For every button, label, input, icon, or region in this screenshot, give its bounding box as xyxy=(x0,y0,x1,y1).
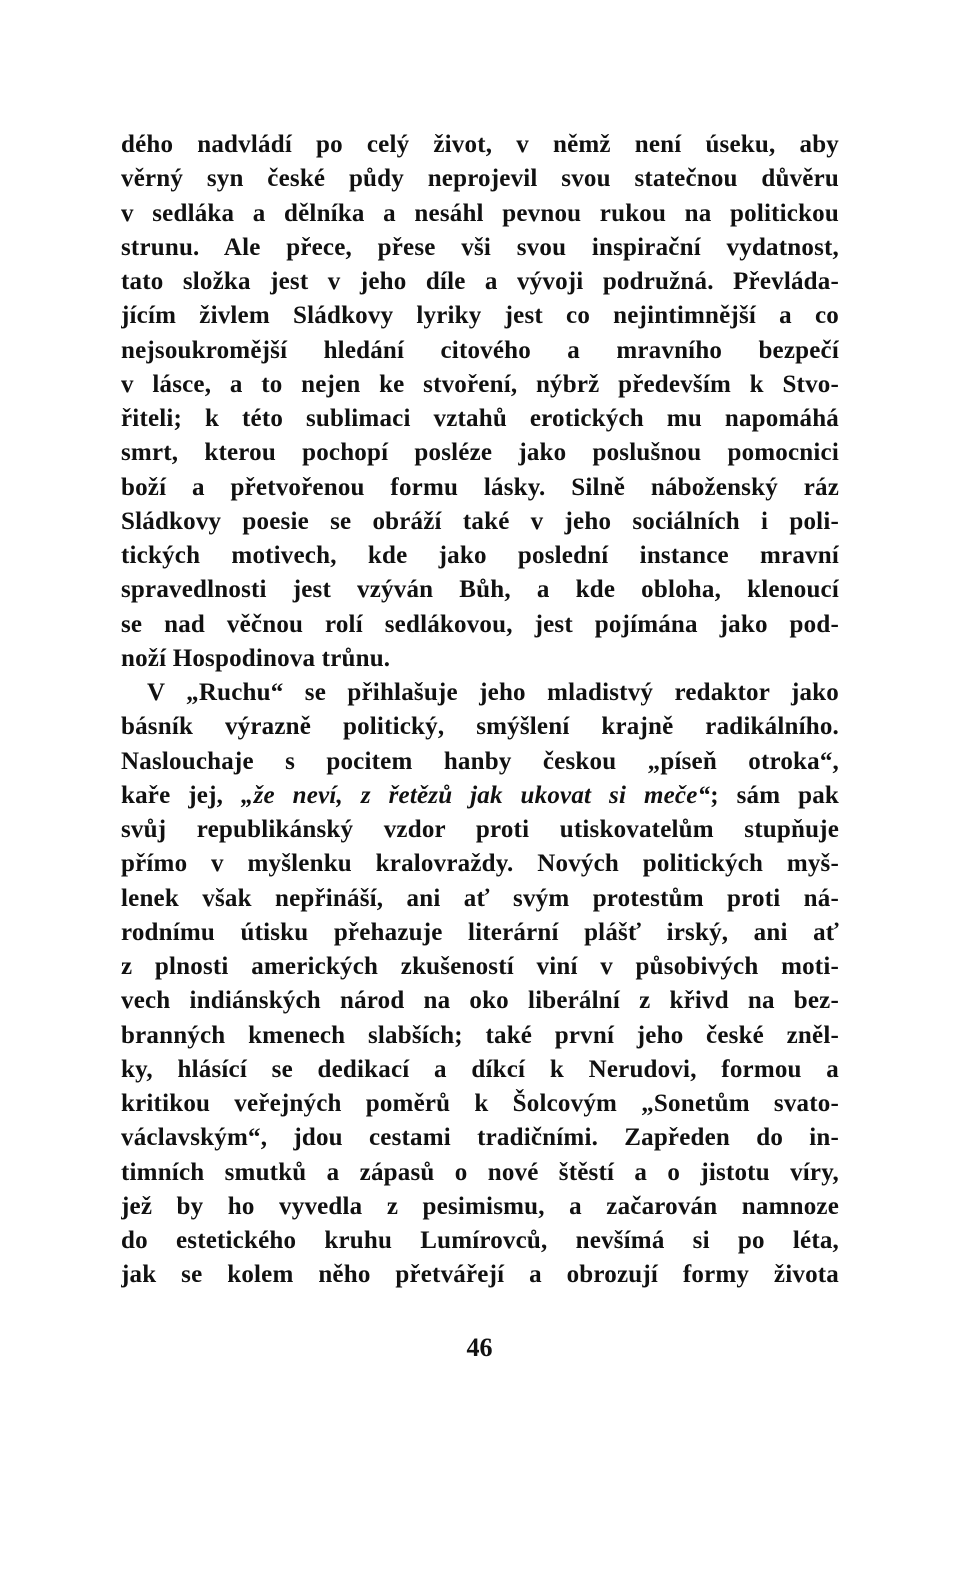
text-line: jež by ho vyvedla z pesimismu, a začarován namnoze xyxy=(121,1192,839,1220)
text-line: jak se kolem něho přetvářejí a obrozují formy života xyxy=(121,1261,839,1289)
text-line: kritikou veřejných poměrů k Šolcovým „Sonetům svato- xyxy=(121,1090,839,1117)
text-line: branných kmenech slabších; také první jeho české zněl- xyxy=(121,1021,839,1049)
text-line: Naslouchaje s pocitem hanby českou „píseň otroka“, xyxy=(121,747,839,775)
text-line: v lásce, a to nejen ke stvoření, nýbrž především k Stvo- xyxy=(121,370,839,398)
text-line: rodnímu útisku přehazuje literární plášť irský, ani ať xyxy=(121,918,839,946)
quote-trail-text: ; sám pak xyxy=(710,781,839,809)
text-line: v sedláka a dělníka a nesáhl pevnou rukou na politickou xyxy=(121,199,839,227)
text-line: tických motivech, kde jako poslední instance mravní xyxy=(121,542,839,569)
text-line: přímo v myšlenku kralovraždy. Nových politických myš- xyxy=(121,850,839,878)
text-line: nejsoukromější hledání citového a mravního bezpečí xyxy=(121,336,839,364)
body-text xyxy=(121,128,839,1293)
text-line: Sládkovy poesie se obráží také v jeho sociálních i poli- xyxy=(121,507,839,535)
text-line-with-quote xyxy=(121,779,839,813)
text-line: básník výrazně politický, smýšlení krajně radikálního. xyxy=(121,713,839,741)
text-line: smrt, kterou pochopí posléze jako poslušnou pomocnici xyxy=(121,439,839,467)
italic-quote: „že neví, z řetězů jak ukovat si meče“ xyxy=(240,781,711,809)
text-line: strunu. Ale přece, přese vši svou inspirační vydatnost, xyxy=(121,233,839,261)
text-line: řiteli; k této sublimaci vztahů erotických mu napomáhá xyxy=(121,405,839,432)
text-line: lenek však nepřináší, ani ať svým protestům proti ná- xyxy=(121,884,839,912)
text-line: tato složka jest v jeho díle a vývoji podružná. Převláda- xyxy=(121,268,839,295)
text-line: se nad věčnou rolí sedlákovou, jest pojímána jako pod- xyxy=(121,610,839,638)
text-line: V „Ruchu“ se přihlašuje jeho mladistvý redaktor jako xyxy=(147,679,839,706)
page-number: 46 xyxy=(466,1333,493,1362)
text-line: do estetického kruhu Lumírovců, nevšímá si po léta, xyxy=(121,1227,839,1254)
text-line: noží Hospodinova trůnu. xyxy=(121,644,391,672)
text-line: svůj republikánský vzdor proti utiskovatelům stupňuje xyxy=(121,816,839,843)
text-line: vech indiánských národ na oko liberální z křivd na bez- xyxy=(121,987,839,1015)
text-line: z plnosti amerických zkušeností viní v působivých moti- xyxy=(121,953,839,980)
text-line: věrný syn české půdy neprojevil svou statečnou důvěru xyxy=(121,165,839,193)
quote-lead-text: kaře jej, xyxy=(121,781,241,809)
text-line: jícím živlem Sládkovy lyriky jest co nejintimnější a co xyxy=(121,302,839,330)
text-line: timních smutků a zápasů o nové štěstí a o jistotu víry, xyxy=(121,1158,839,1186)
text-line: ky, hlásící se dedikací a díkcí k Nerudovi, formou a xyxy=(121,1055,839,1083)
text-line: václavským“, jdou cestami tradičními. Zapředen do in- xyxy=(121,1124,839,1152)
text-line: dého nadvládí po celý život, v němž není úseku, aby xyxy=(121,131,839,158)
text-line: boží a přetvořenou formu lásky. Silně náboženský ráz xyxy=(121,473,839,501)
text-line: spravedlnosti jest vzýván Bůh, a kde obloha, klenoucí xyxy=(121,576,839,604)
